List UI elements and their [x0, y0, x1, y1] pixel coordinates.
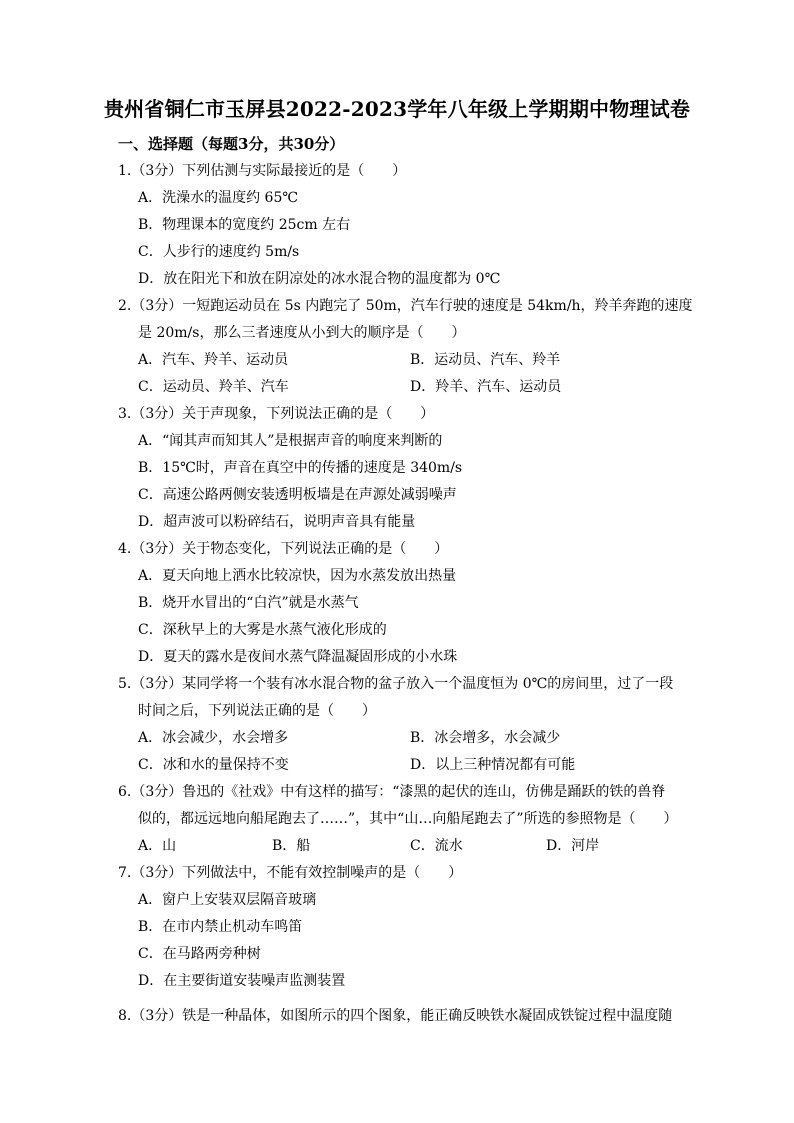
- question-5-option-a: A．冰会减少，水会增多: [138, 730, 289, 746]
- question-4-option-b: B．烧开水冒出的“白汽”就是水蒸气: [138, 595, 359, 611]
- question-5-option-b: B．冰会增多，水会减少: [410, 730, 561, 746]
- question-6-option-a: A．山: [138, 838, 177, 854]
- question-7-option-d: D．在主要街道安装噪声监测装置: [138, 973, 346, 989]
- question-7-option-a: A．窗户上安装双层隔音玻璃: [138, 892, 317, 908]
- question-4-stem: 4.（3分）关于物态变化，下列说法正确的是（ ）: [118, 541, 449, 557]
- question-8-stem: 8.（3分）铁是一种晶体，如图所示的四个图象，能正确反映铁水凝固成铁锭过程中温度随: [118, 1008, 673, 1024]
- question-3-option-c: C．高速公路两侧安装透明板墙是在声源处减弱噪声: [138, 487, 457, 503]
- exam-title: 贵州省铜仁市玉屏县2022-2023学年八年级上学期期中物理试卷: [103, 97, 691, 121]
- question-4-option-a: A．夏天向地上洒水比较凉快，因为水蒸发放出热量: [138, 568, 457, 584]
- question-2-option-a: A．汽车、羚羊、运动员: [138, 352, 289, 368]
- question-6-stem-line-2: 似的，都远远地向船尾跑去了……”，其中“山…向船尾跑去了”所选的参照物是（ ）: [138, 811, 678, 827]
- question-7-option-c: C．在马路两旁种树: [138, 946, 261, 962]
- question-7-stem: 7.（3分）下列做法中，不能有效控制噪声的是（ ）: [118, 865, 463, 881]
- section-heading: 一、选择题（每题3分，共30分）: [118, 135, 345, 153]
- question-5-option-c: C．冰和水的量保持不变: [138, 757, 289, 773]
- question-1-option-b: B．物理课本的宽度约 25cm 左右: [138, 217, 351, 233]
- question-4-option-c: C．深秋早上的大雾是水蒸气液化形成的: [138, 622, 387, 638]
- question-6-option-c: C．流水: [410, 838, 463, 854]
- question-3-option-d: D．超声波可以粉碎结石，说明声音具有能量: [138, 514, 416, 530]
- question-1-stem: 1.（3分）下列估测与实际最接近的是（ ）: [118, 163, 407, 179]
- question-2-option-b: B．运动员、汽车、羚羊: [410, 352, 561, 368]
- question-2-option-c: C．运动员、羚羊、汽车: [138, 379, 289, 395]
- question-5-option-d: D．以上三种情况都有可能: [410, 757, 576, 773]
- question-6-stem-line-1: 6.（3分）鲁迅的《社戏》中有这样的描写：“漆黑的起伏的连山，仿佛是踊跃的铁的兽脊: [118, 784, 666, 800]
- question-2-option-d: D．羚羊、汽车、运动员: [410, 379, 562, 395]
- question-1-option-d: D．放在阳光下和放在阴凉处的冰水混合物的温度都为 0℃: [138, 271, 501, 287]
- question-6-option-b: B．船: [272, 838, 311, 854]
- question-2-stem-line-1: 2.（3分）一短跑运动员在 5s 内跑完了 50m，汽车行驶的速度是 54km/h，羚羊奔跑的速度: [118, 298, 693, 314]
- question-2-stem-line-2: 是 20m/s，那么三者速度从小到大的顺序是（ ）: [138, 325, 466, 341]
- question-5-stem-line-1: 5.（3分）某同学将一个装有冰水混合物的盆子放入一个温度恒为 0℃的房间里，过了一段: [118, 676, 674, 692]
- question-1-option-c: C．人步行的速度约 5m/s: [138, 244, 300, 260]
- question-1-option-a: A．洗澡水的温度约 65℃: [138, 190, 299, 206]
- question-6-option-d: D．河岸: [546, 838, 600, 854]
- question-3-stem: 3.（3分）关于声现象，下列说法正确的是（ ）: [118, 406, 435, 422]
- question-3-option-b: B．15℃时，声音在真空中的传播的速度是 340m/s: [138, 460, 463, 476]
- question-3-option-a: A．“闻其声而知其人”是根据声音的响度来判断的: [138, 433, 443, 449]
- question-7-option-b: B．在市内禁止机动车鸣笛: [138, 919, 303, 935]
- question-4-option-d: D．夏天的露水是夜间水蒸气降温凝固形成的小水珠: [138, 649, 458, 665]
- question-5-stem-line-2: 时间之后，下列说法正确的是（ ）: [138, 703, 376, 719]
